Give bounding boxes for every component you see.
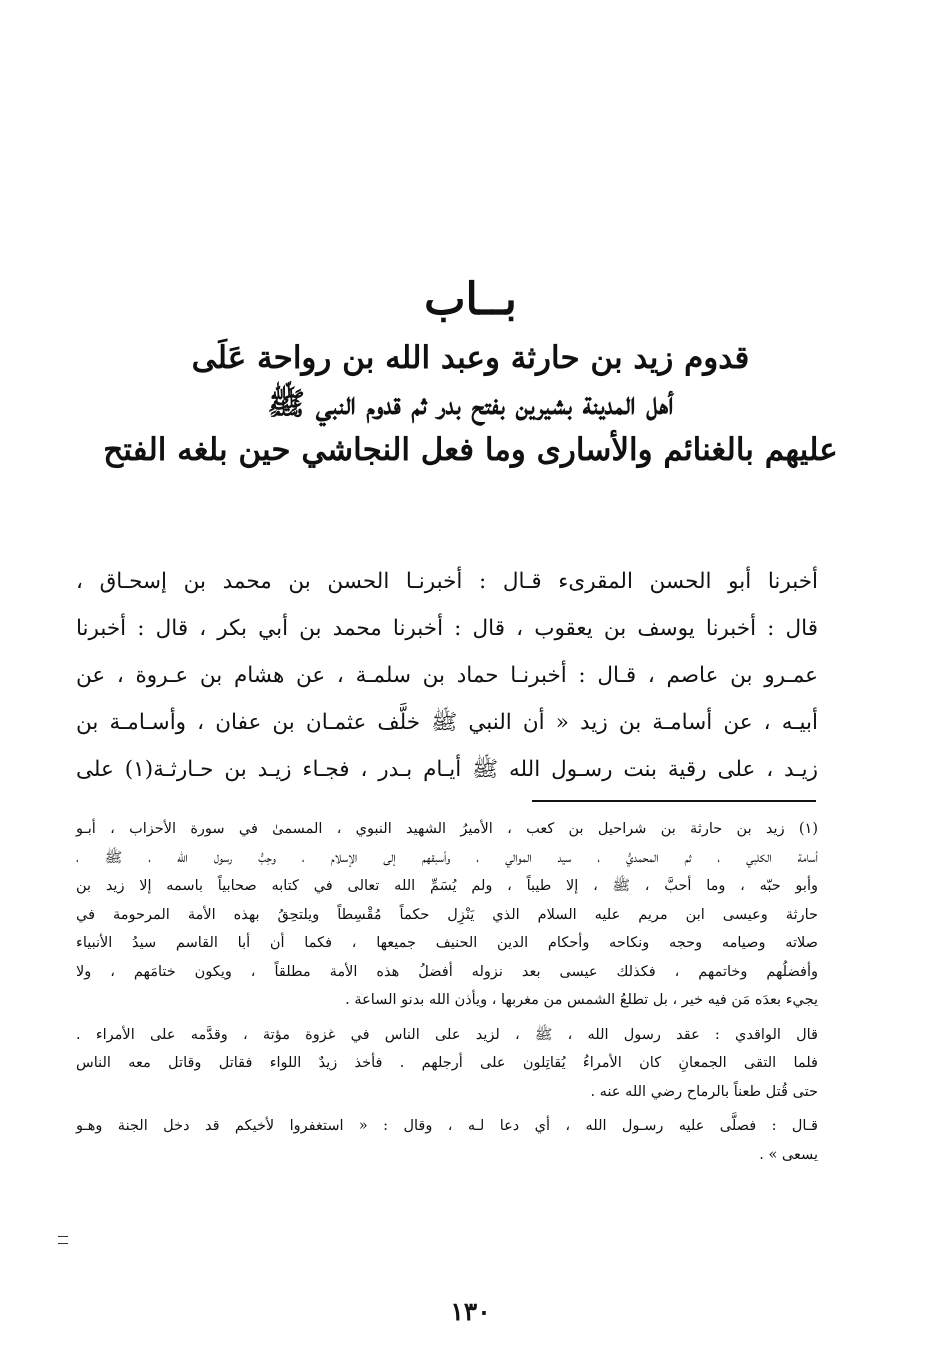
footnote-waqidi [76, 1021, 818, 1107]
body-line: زيـد ، على رقية بنت رسـول الله ﷺ أيـام بـدر ، فجـاء زيـد بن حـارثـة(١) على [76, 757, 818, 782]
body-line: عمـرو بن عاصم ، قـال : أخبرنـا حماد بن سلمـة ، عن هشام بن عـروة ، عن [76, 663, 818, 688]
chapter-heading: بــاب [424, 274, 517, 325]
footnote-line: أسامة الكلبي ، ثم المحمديُّ ، سيد الموالي ، وأسبقهم إلى الإسلام ، وحِبُّ رسول الله ، ﷺ ، [76, 849, 818, 866]
footnotes [76, 815, 818, 1175]
footnote-1 [76, 815, 818, 1015]
footnote-line: صلاته وصيامه وحجه ونكاحه وأحكام الدين الحنيف جميعها ، فكما أن أبا القاسم سيدُ الأنبياء [76, 935, 818, 951]
chapter-title [60, 335, 881, 473]
footnote-line: فلما التقى الجمعانِ كان الأمراءُ يُقاتِلون على أرجلهم . فأخذ زيدٌ اللواء فقاتل وقاتل معه الناس [76, 1055, 818, 1071]
body-line: قال : أخبرنا يوسف بن يعقوب ، قال : أخبرنا محمد بن أبي بكر ، قال : أخبرنا [76, 616, 818, 641]
footnote-line: حارثة وعيسى ابن مريم عليه السلام الذي يَنْزِل حكماً مُقْسِطاً ويلتحِقُ بهذه الأمة المرحومة في [76, 906, 818, 923]
footnote-line: قال الواقدي : عقد رسول الله ، ﷺ ، لزيد على الناس في غزوة مؤتة ، وقدَّمه على الأمراء . [76, 1026, 818, 1043]
margin-mark [58, 1236, 68, 1244]
footnote-line: قـال : فصلَّى عليه رسـول الله ، أي دعا لـه ، وقال : « استغفروا لأخيكم قد دخل الجنة وهـو [76, 1118, 818, 1134]
footnote-line: وأفضلُهم وخاتمهم ، فكذلك عيسى بعد نزوله أفضلُ هذه الأمة مطلقاً ، ويكون ختامَهم ، ولا [76, 963, 818, 980]
page-number: ١٣٠ [450, 1297, 491, 1326]
footnote-divider [532, 800, 816, 802]
body-text [76, 558, 818, 793]
footnote-line: يسعى » . [759, 1146, 818, 1163]
title-line: عليهم بالغنائم والأسارى وما فعل النجاشي حين بلغه الفتح [103, 432, 838, 468]
footnote-line: وأبو حبّه ، وما أحبَّ ، ﷺ ، إلا طيباً ، ولم يُسَمِّ الله تعالى في كتابه صحابياً باسمه إلا زيد بن [76, 878, 818, 894]
body-line: أخبرنا أبو الحسن المقرىء قـال : أخبرنـا الحسن بن محمد بن إسحـاق ، [76, 569, 818, 594]
footnote-line: يجيء بعدَه مَن فيه خير ، بل تطلعُ الشمس من مغربها ، ويأذن الله بدنو الساعة . [345, 992, 818, 1008]
title-line: قدوم زيد بن حارثة وعبد الله بن رواحة عَلَى [191, 340, 750, 376]
title-line: أهل المدينة بشيرين بفتح بدر ثم قدوم النبي ﷺ [267, 386, 674, 422]
footnote-prayer [76, 1112, 818, 1169]
footnote-line: حتى قُتل طعناً بالرماح رضي الله عنه . [590, 1083, 818, 1100]
footnote-line: (١) زيد بن حارثة بن شراحيل بن كعب ، الأميرُ الشهيد النبوي ، المسمىٰ في سورة الأحزاب ، أبـو [76, 821, 818, 837]
body-line: أبيـه ، عن أسامـة بن زيد « أن النبي ﷺ خلَّف عثمـان بن عفان ، وأسـامـة بن [76, 710, 818, 735]
